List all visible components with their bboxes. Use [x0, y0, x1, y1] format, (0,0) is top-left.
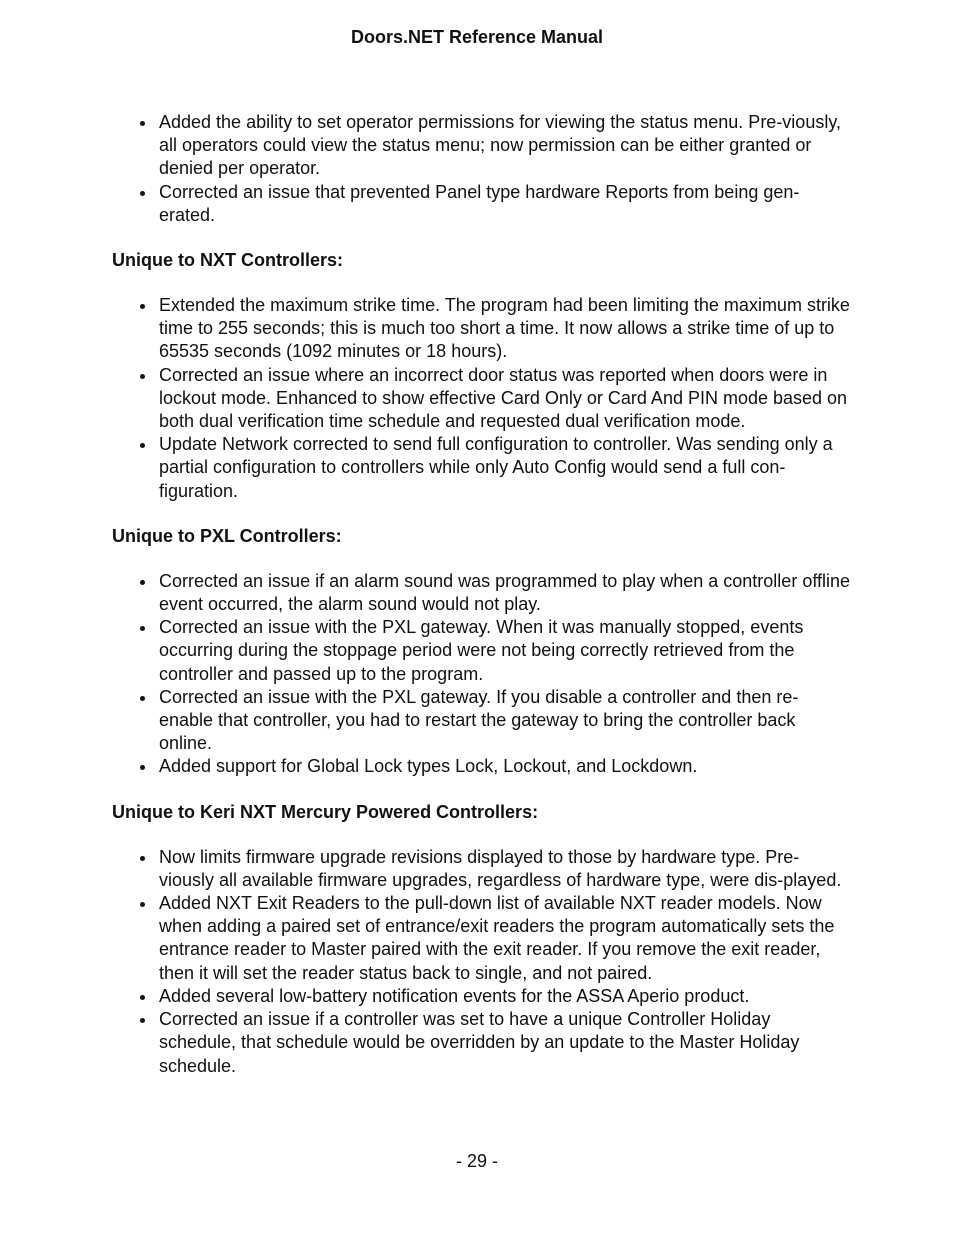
list-item-text: Extended the maximum strike time. The program had been limiting the maximum strike time to 255 seconds; this is much too short a time. It now allows a strike time of up to 65535 seconds (1092 minutes or 18 hours).: [159, 295, 850, 362]
list-item-text: Added several low-battery notification events for the ASSA Aperio product.: [159, 985, 750, 1006]
bullet-icon: [140, 626, 145, 631]
page-header-title: Doors.NET Reference Manual: [350, 27, 604, 47]
bullet-icon: [140, 443, 145, 448]
list-item-text: Added the ability to set operator permissions for viewing the status menu. Pre-viously, all operators could view the status menu; now permission can be either granted or denied per operator.: [159, 112, 841, 179]
list-item-text: Corrected an issue with the PXL gateway. If you disable a controller and then re-enable that controller, you had to restart the gateway to bring the controller back online.: [159, 686, 799, 754]
bullet-icon: [140, 902, 145, 907]
intro-list: [112, 111, 852, 227]
list-item: [159, 616, 852, 686]
bullet-icon: [140, 580, 145, 585]
bullet-icon: [140, 1018, 145, 1023]
section-heading-nxt: Unique to NXT Controllers:: [112, 250, 343, 271]
list-item-text: Corrected an issue that prevented Panel type hardware Reports from being gen-erated.: [159, 181, 800, 225]
list-item: [159, 111, 852, 181]
list-item: [159, 1008, 852, 1078]
list-item: [159, 985, 852, 1008]
list-item: [159, 892, 852, 985]
nxt-list: [112, 294, 852, 503]
list-item-text: Added NXT Exit Readers to the pull-down list of available NXT reader models. Now when adding a paired set of entrance/exit readers the program automatically sets the entrance reader to Master paired with the exit reader. If you remove the exit reader, then it will set the reader status back to single, and not paired.: [159, 893, 835, 983]
list-item: [159, 755, 852, 778]
section-heading-pxl: Unique to PXL Controllers:: [112, 525, 342, 546]
list-item-text: Added support for Global Lock types Lock, Lockout, and Lockdown.: [159, 756, 698, 777]
section-heading-keri-nxt-mercury: Unique to Keri NXT Mercury Powered Controllers:: [112, 801, 539, 822]
list-item: [159, 364, 852, 434]
bullet-icon: [140, 856, 145, 861]
page-number: - 29 -: [455, 1151, 498, 1171]
bullet-icon: [140, 304, 145, 309]
list-item-text: Corrected an issue if a controller was set to have a unique Controller Holiday schedule, that schedule would be overridden by an update to the Master Holiday schedule.: [159, 1009, 800, 1076]
list-item: [159, 686, 852, 756]
bullet-icon: [140, 191, 145, 196]
bullet-icon: [140, 696, 145, 701]
bullet-icon: [140, 121, 145, 126]
bullet-icon: [140, 765, 145, 770]
keri-nxt-mercury-list: [112, 846, 852, 1078]
list-item: [159, 570, 852, 616]
list-item-text: Now limits firmware upgrade revisions displayed to those by hardware type. Pre-viously all available firmware upgrades, regardless of hardware type, were dis-played.: [159, 846, 842, 890]
list-item: [159, 846, 852, 892]
bullet-icon: [140, 995, 145, 1000]
list-item-text: Corrected an issue with the PXL gateway. When it was manually stopped, events occurring during the stoppage period were not being correctly retrieved from the controller and passed up to the program.: [159, 617, 804, 684]
list-item: [159, 294, 852, 364]
bullet-icon: [140, 374, 145, 379]
list-item: [159, 181, 852, 227]
list-item-text: Corrected an issue where an incorrect door status was reported when doors were in lockout mode. Enhanced to show effective Card Only or Card And PIN mode based on both dual verification time schedule and requested dual verification mode.: [159, 364, 848, 432]
list-item-text: Update Network corrected to send full configuration to controller. Was sending only a partial configuration to controllers while only Auto Config would send a full con-figuration.: [159, 434, 833, 501]
pxl-list: [112, 570, 852, 779]
list-item: [159, 433, 852, 503]
list-item-text: Corrected an issue if an alarm sound was programmed to play when a controller offline event occurred, the alarm sound would not play.: [159, 570, 851, 615]
page-content: [112, 111, 852, 1078]
